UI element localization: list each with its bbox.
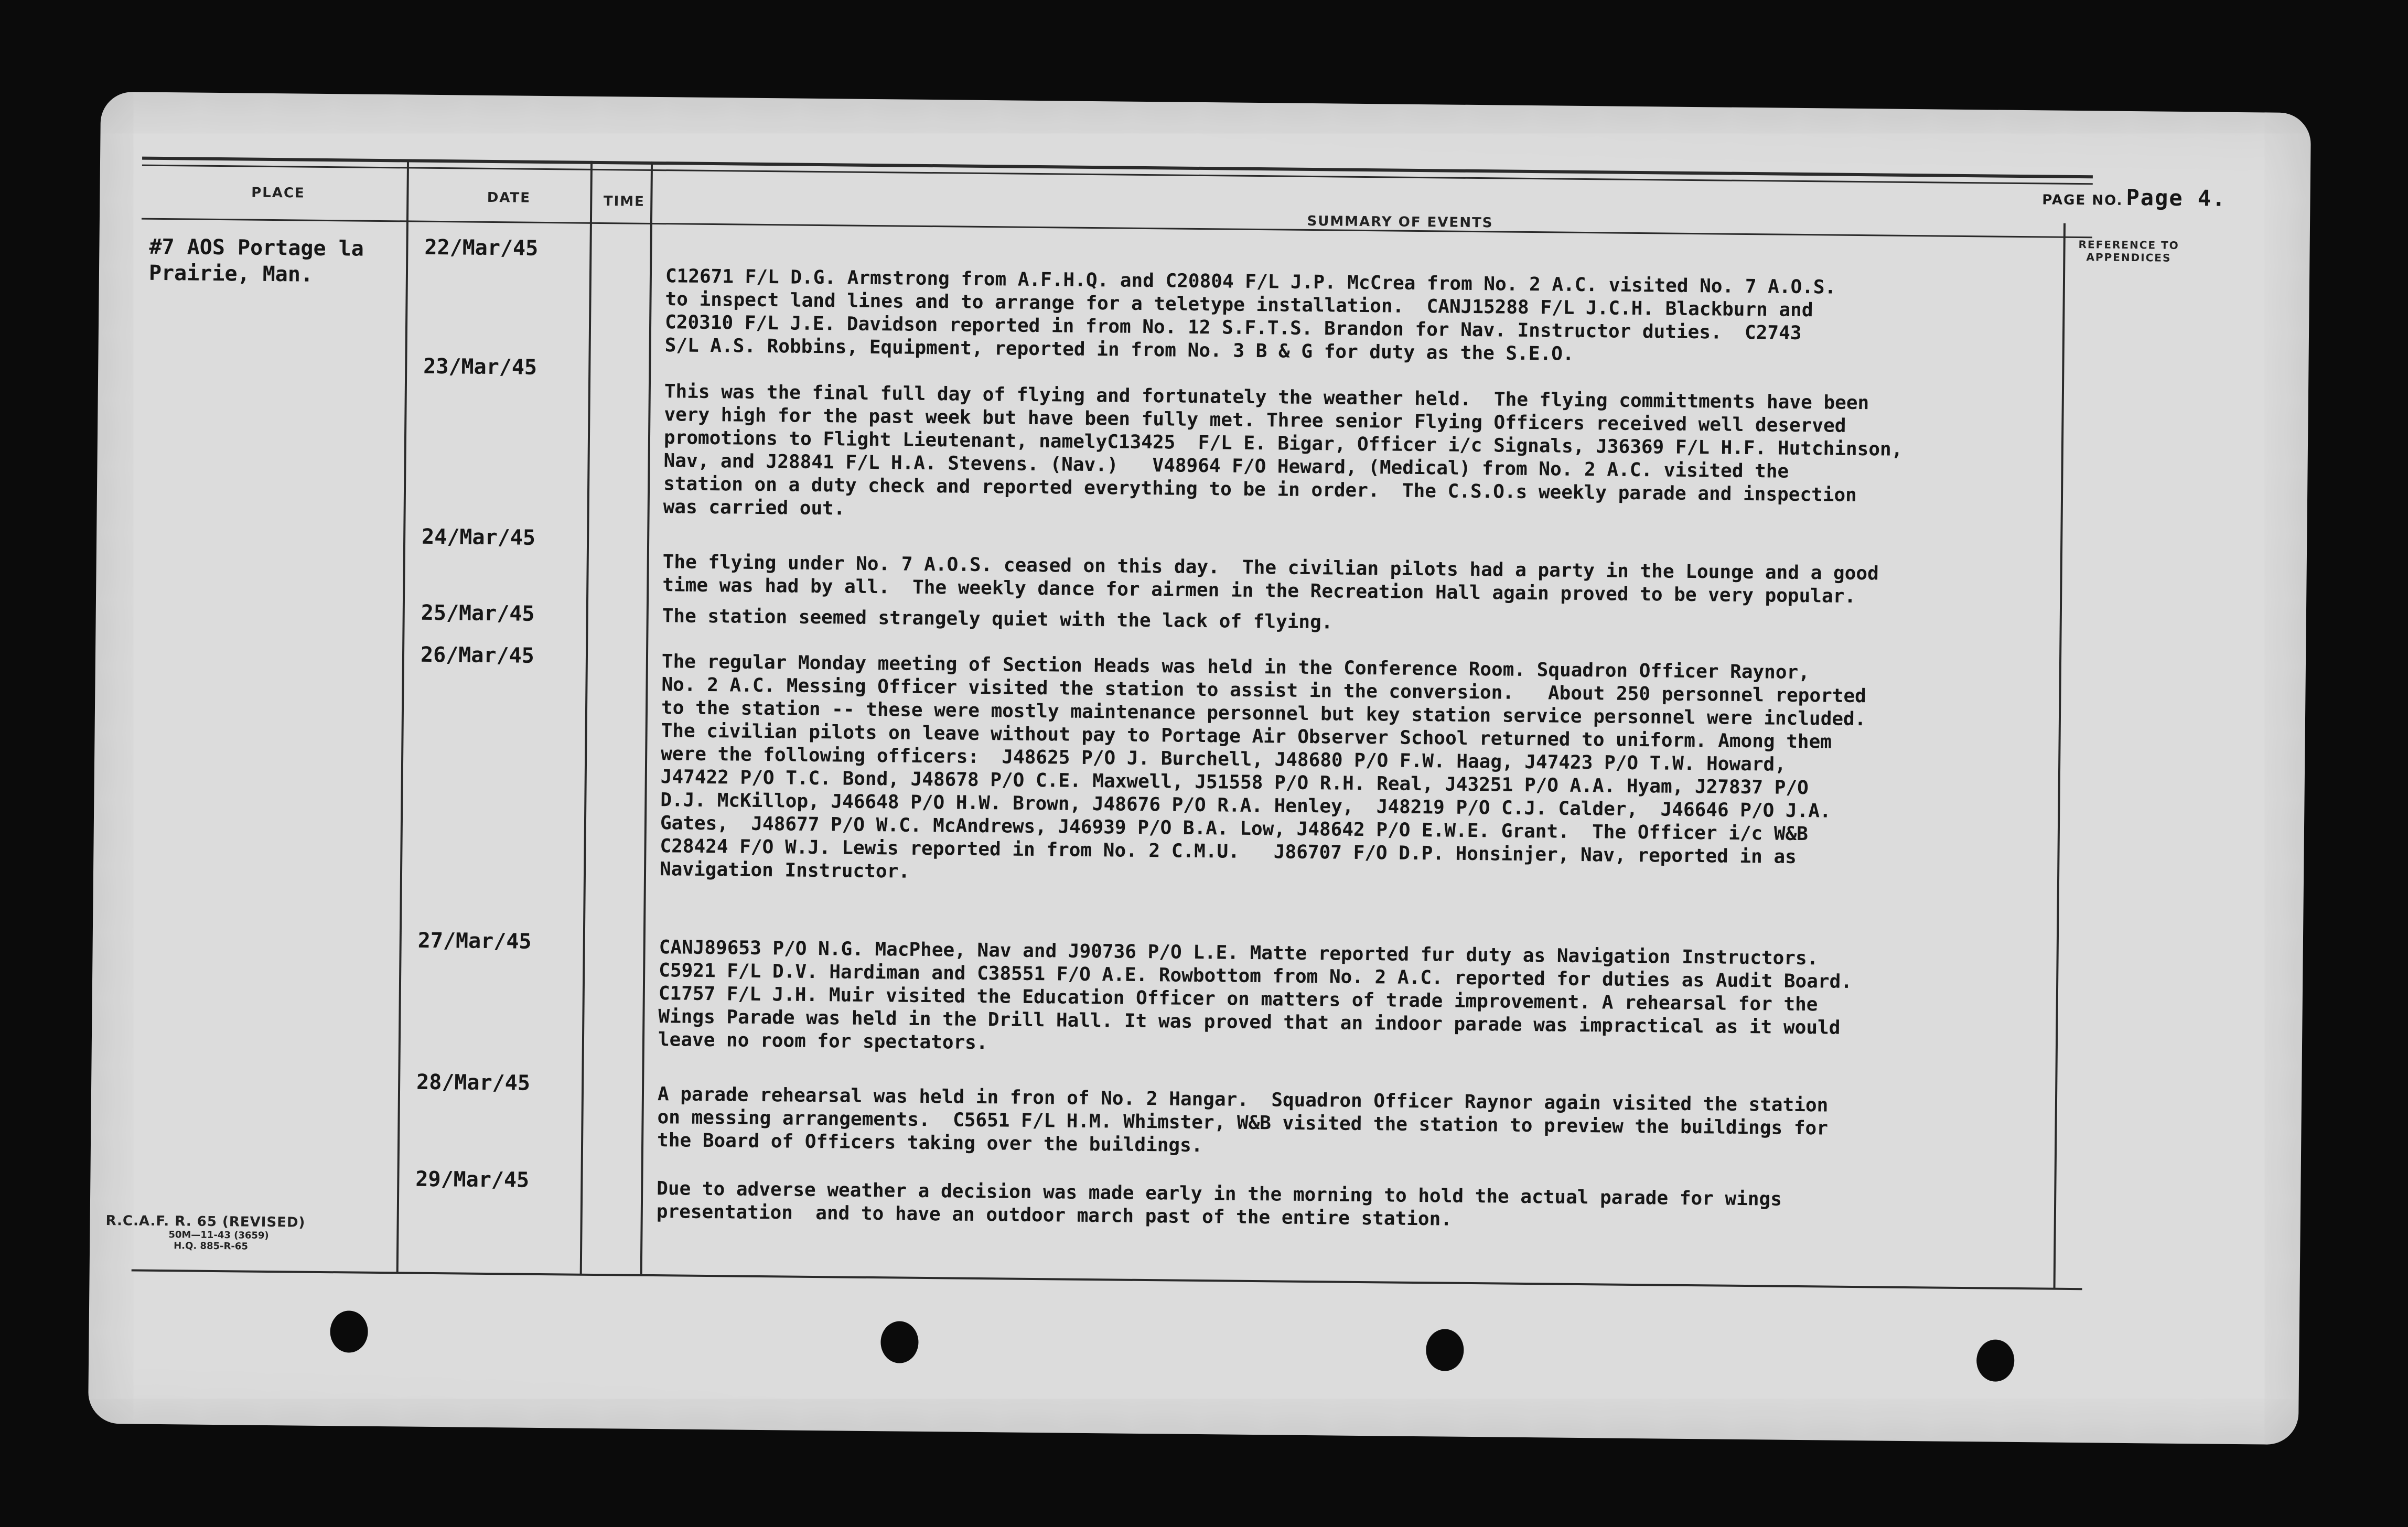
punch-hole [1426, 1329, 1464, 1371]
form-number-title: R.C.A.F. R. 65 (REVISED) [105, 1213, 306, 1231]
entry-summary: The regular Monday meeting of Section Heads was held in the Conference Room. Squadron Officer Raynor, No. 2 A.C. Messing Officer visited the station to assist in the conversion. About 250 personnel reported to the station -- these were mostly maintenance personnel but key station service personnel were included. The civilian pilots on leave without pay to Portage Air Observer School returned to uniform. Among them were the following officers: J48625 P/O J. Burchell, J48680 P/O F.W. Haag, J47423 P/O T.W. Howard, J47422 P/O T.C. Bond, J48678 P/O C.E. Maxwell, J51558 P/O R.H. Real, J43251 P/O A.A. Hyam, J27837 P/O D.J. McKillop, J46648 P/O H.W. Brown, J48676 P/O R.A. Henley, J48219 P/O C.J. Calder, J46646 P/O J.A. Gates, J48677 P/O W.C. McAndrews, J46939 P/O B.A. Low, J48642 P/O E.W.E. Grant. The Officer i/c W&B C28424 F/O W.J. Lewis reported in from No. 2 C.M.U. J86707 F/O D.P. Honsinjer, Nav, reported in as Navigation Instructor. [659, 651, 1867, 883]
col-divider-summary [2054, 223, 2066, 1289]
bottom-rule [132, 1269, 2082, 1290]
entry-summary: CANJ89653 P/O N.G. MacPhee, Nav and J90736 P/O L.E. Matte reported fur duty as Navigation Instructors. C5921 F/L D.V. Hardiman and C38551 F/O A.E. Rowbottom from No. 2 A.C. reported for duties as Audit Board. C1757 F/L J.H. Muir visited the Education Officer on matters of trade improvement. A rehearsal for the Wings Parade was held in the Drill Hall. It was proved that an indoor parade was impractical as it would leave no room for spectators. [658, 937, 1853, 1054]
entry-summary: A parade rehearsal was held in fron of No. 2 Hangar. Squadron Officer Raynor again visited the station on messing arrangements. C5651 F/L H.M. Whimster, W&B visited the station to preview the buildings for the Board of Officers taking over the buildings. [657, 1083, 1829, 1157]
entry-summary: The station seemed strangely quiet with the lack of flying. [662, 605, 1333, 633]
page-number-value: Page 4. [2126, 184, 2227, 211]
entry-date: 25/Mar/45 [421, 600, 535, 626]
entry-date: 29/Mar/45 [415, 1167, 530, 1192]
entry-summary: C12671 F/L D.G. Armstrong from A.F.H.Q. and C20804 F/L J.P. McCrea from No. 2 A.C. visited No. 7 A.O.S. to inspect land lines and to arrange for a teletype installation. CANJ15288 F/L J.C.H. Blackburn and C20310 F/L J.E. Davidson reported in from No. 12 S.F.T.S. Brandon for Nav. Instructor duties. C2743 S/L A.S. Robbins, Equipment, reported in from No. 3 B & G for duty as the S.E.O. [664, 265, 1836, 365]
punch-hole [880, 1321, 919, 1363]
col-divider-date [580, 161, 593, 1275]
entry-summary: The flying under No. 7 A.O.S. ceased on this day. The civilian pilots had a party in the Lounge and a good time was had by all. The weekly dance for airmen in the Recreation Hall again proved to be very popular. [662, 551, 1879, 607]
entry-summary: Due to adverse weather a decision was made early in the morning to hold the actual parade for wings presentation and to have an outdoor march past of the entire station. [656, 1178, 1782, 1230]
form-number-line3: H.Q. 885-R-65 [174, 1240, 248, 1252]
header-summary: SUMMARY OF EVENTS [1307, 213, 1493, 231]
col-divider-time [640, 162, 653, 1276]
entry-date: 24/Mar/45 [421, 524, 536, 550]
header-place: PLACE [251, 185, 305, 201]
form-number [105, 1213, 305, 1253]
entry-date: 28/Mar/45 [416, 1070, 531, 1095]
entry-date: 22/Mar/45 [424, 235, 539, 261]
page-number [2042, 184, 2227, 211]
header-time: TIME [603, 193, 645, 210]
entry-date: 23/Mar/45 [423, 354, 538, 380]
punch-hole [330, 1310, 368, 1353]
punch-hole [1976, 1339, 2015, 1382]
form-number-line2: 50M—11-43 (3659) [168, 1229, 269, 1242]
header-reference: REFERENCE TO APPENDICES [2078, 238, 2179, 264]
entry-summary: This was the final full day of flying and fortunately the weather held. The flying committments have been very high for the past week but have been fully met. Three senior Flying Officers received well deserved promotions to Flight Lieutenant, namelyC13425 F/L E. Bigar, Officer i/c Signals, J36369 F/L H.F. Hutchinson, Nav, and J28841 F/L H.A. Stevens. (Nav.) V48964 F/O Heward, (Medical) from No. 2 A.C. visited the station on a duty check and reported everything to be in order. The C.S.O.s weekly parade and inspection was carried out. [663, 381, 1903, 520]
entry-date: 26/Mar/45 [420, 642, 534, 668]
place-text: #7 AOS Portage la Prairie, Man. [148, 234, 364, 287]
record-card [88, 92, 2311, 1445]
entry-date: 27/Mar/45 [417, 928, 532, 954]
page-number-label: PAGE NO. [2042, 192, 2123, 209]
header-date: DATE [487, 189, 531, 206]
col-divider-place [396, 159, 409, 1273]
